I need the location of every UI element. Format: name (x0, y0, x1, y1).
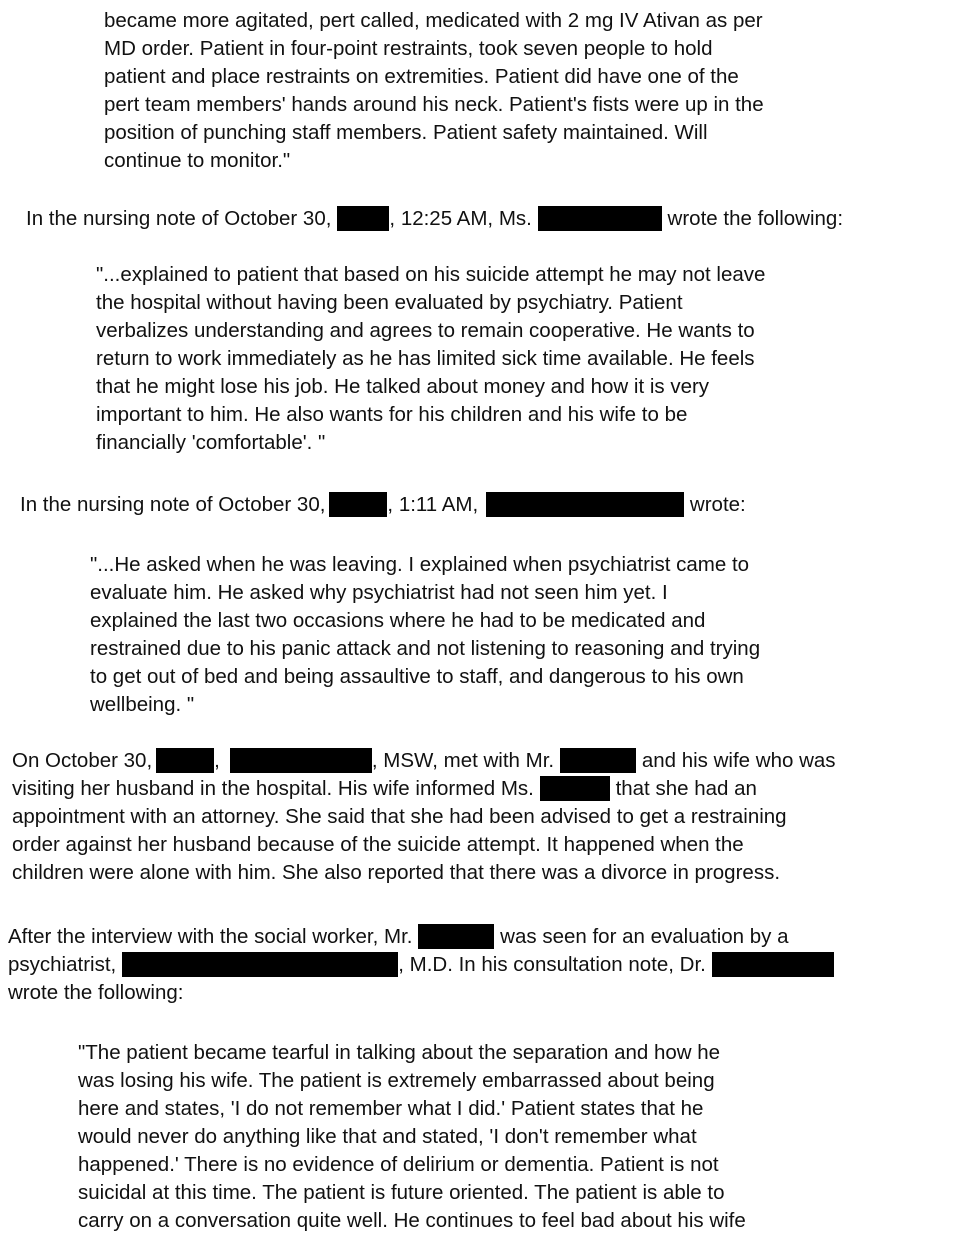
para1-text: In the nursing note of October 30, (26, 207, 332, 230)
para4-text: , M.D. In his consultation note, Dr. (398, 953, 706, 976)
para1-text: , 12:25 AM, Ms. (389, 207, 532, 230)
para3-line (12, 748, 836, 774)
para3-line: appointment with an attorney. She said that she had been advised to get a restraining (12, 805, 787, 828)
redaction-bar (538, 206, 662, 231)
quote2-line: the hospital without having been evaluated by psychiatry. Patient (96, 291, 683, 314)
quote1-line: became more agitated, pert called, medicated with 2 mg IV Ativan as per (104, 9, 763, 32)
para3-text: , MSW, met with Mr. (371, 749, 555, 772)
para3-line (12, 776, 757, 802)
para3-text: On October 30, (12, 749, 153, 772)
quote3-line: explained the last two occasions where he had to be medicated and (90, 609, 706, 632)
quote4-line: here and states, 'I do not remember what I did.' Patient states that he (78, 1097, 704, 1120)
quote2-line: that he might lose his job. He talked about money and how it is very (96, 375, 710, 398)
quote3-line: restrained due to his panic attack and not listening to reasoning and trying (90, 637, 761, 660)
para1-line (26, 206, 843, 232)
para4-line: wrote the following: (8, 981, 184, 1004)
redaction-bar (560, 748, 636, 773)
quote3-line: "...He asked when he was leaving. I explained when psychiatrist came to (90, 553, 750, 576)
redaction-bar (418, 924, 494, 949)
redaction-bar (122, 952, 398, 977)
para4-line (8, 924, 789, 950)
quote4-line: suicidal at this time. The patient is future oriented. The patient is able to (78, 1181, 725, 1204)
redaction-bar (337, 206, 389, 231)
para3-text: that she had an (615, 777, 757, 800)
redaction-bar (156, 748, 214, 773)
para2-text: , 1:11 AM, (387, 493, 479, 516)
quote2-line: return to work immediately as he has limited sick time available. He feels (96, 347, 755, 370)
quote3-line: evaluate him. He asked why psychiatrist had not seen him yet. I (90, 581, 668, 604)
quote4-line: "The patient became tearful in talking about the separation and how he (78, 1041, 721, 1064)
para2-text: In the nursing note of October 30, (20, 493, 326, 516)
redaction-bar (712, 952, 834, 977)
quote2-line: verbalizes understanding and agrees to remain cooperative. He wants to (96, 319, 755, 342)
quote2-line: important to him. He also wants for his children and his wife to be (96, 403, 688, 426)
quote2-line: "...explained to patient that based on his suicide attempt he may not leave (96, 263, 766, 286)
para3-line: children were alone with him. She also reported that there was a divorce in progress. (12, 861, 781, 884)
para4-text: was seen for an evaluation by a (500, 925, 789, 948)
para2-text: wrote: (689, 493, 746, 516)
quote2-line: financially 'comfortable'. " (96, 431, 326, 454)
quote1-line: position of punching staff members. Patient safety maintained. Will (104, 121, 708, 144)
para4-text: After the interview with the social worker, Mr. (8, 925, 413, 948)
para3-text: and his wife who was (641, 749, 836, 772)
para3-text: , (214, 749, 220, 772)
redaction-bar (329, 492, 387, 517)
redaction-bar (230, 748, 372, 773)
para4-line (8, 952, 834, 978)
para3-line: order against her husband because of the suicide attempt. It happened when the (12, 833, 744, 856)
quote1-line: pert team members' hands around his neck. Patient's fists were up in the (104, 93, 764, 116)
para2-line (20, 492, 746, 518)
para4-text: psychiatrist, (8, 953, 117, 976)
quote1-line: continue to monitor." (104, 149, 291, 172)
quote1-line: MD order. Patient in four-point restraints, took seven people to hold (104, 37, 713, 60)
quote4-line: was losing his wife. The patient is extremely embarrassed about being (78, 1069, 715, 1092)
quote4-line: happened.' There is no evidence of delirium or dementia. Patient is not (78, 1153, 719, 1176)
quote3-line: to get out of bed and being assaultive to staff, and dangerous to his own (90, 665, 744, 688)
redaction-bar (540, 776, 610, 801)
para1-text: wrote the following: (667, 207, 844, 230)
redaction-bar (486, 492, 684, 517)
quote4-line: carry on a conversation quite well. He continues to feel bad about his wife (78, 1209, 746, 1232)
quote4-line: would never do anything like that and stated, 'I don't remember what (78, 1125, 697, 1148)
quote1-line: patient and place restraints on extremities. Patient did have one of the (104, 65, 739, 88)
quote3-line: wellbeing. " (90, 693, 195, 716)
para3-text: visiting her husband in the hospital. His wife informed Ms. (12, 777, 534, 800)
